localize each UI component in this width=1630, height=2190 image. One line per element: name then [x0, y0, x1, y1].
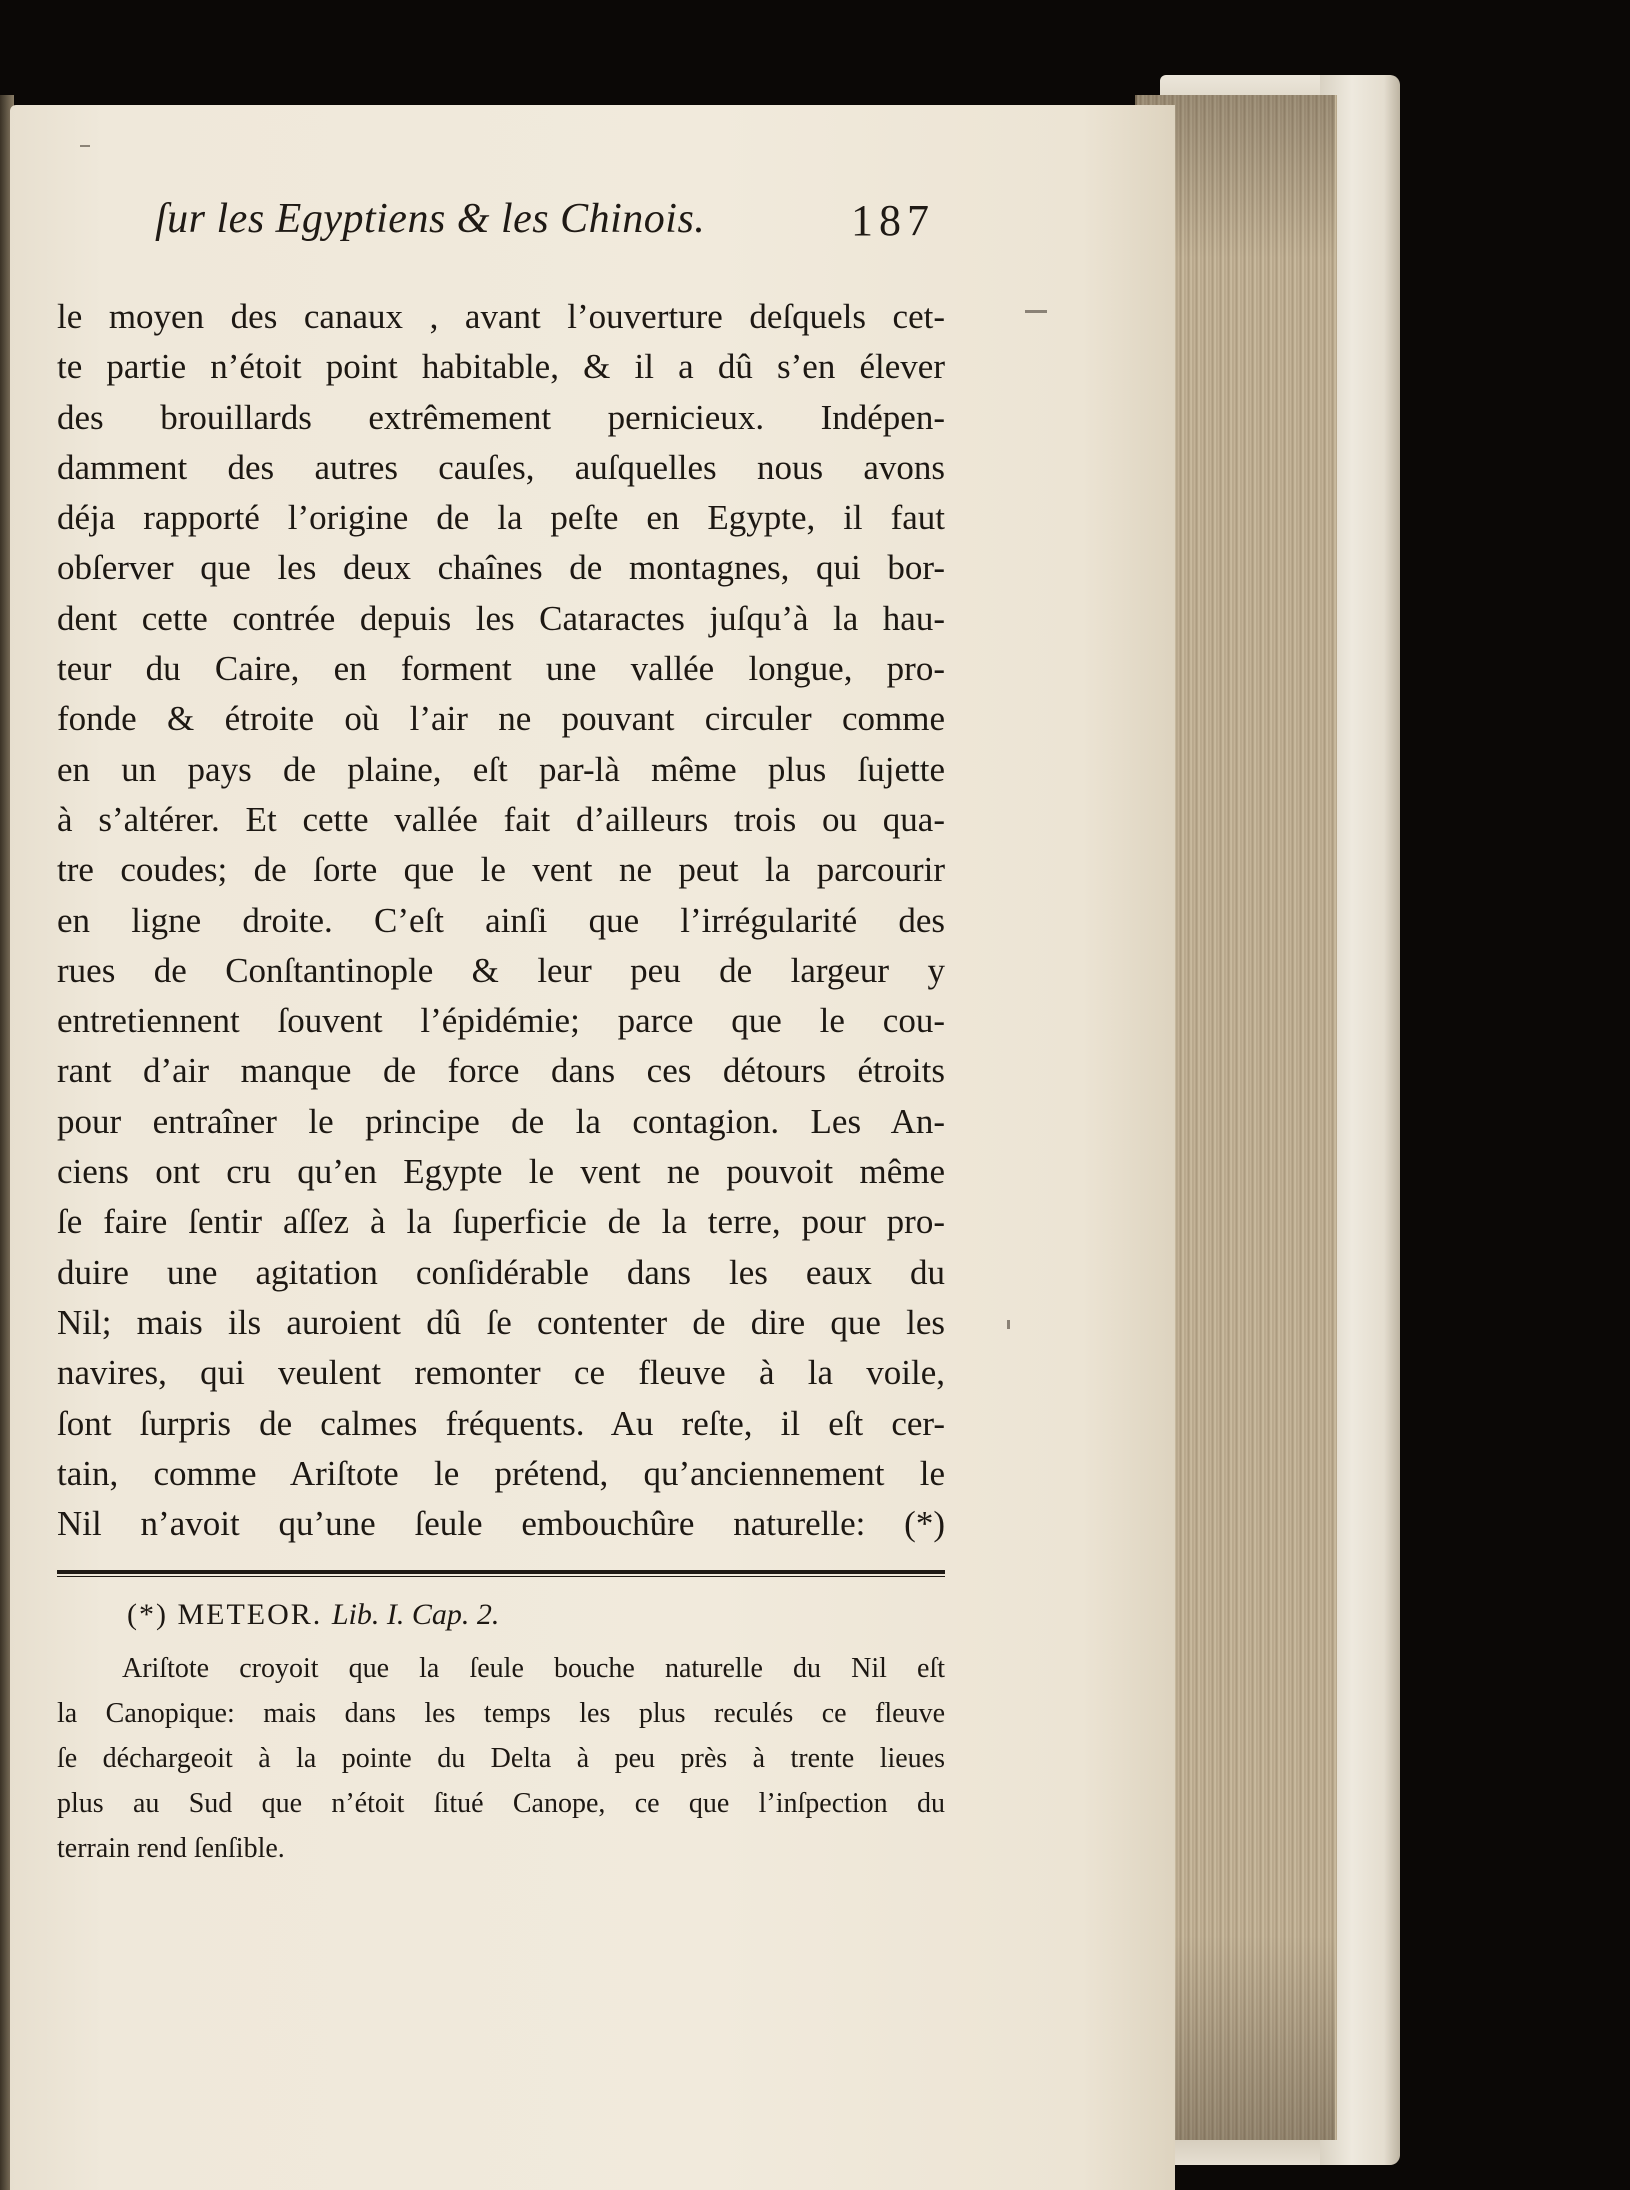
text-line: tain, comme Ariſtote le prétend, qu’anciennement le: [57, 1453, 945, 1493]
text-line: des brouillards extrêmement pernicieux. Indépen-: [57, 397, 945, 437]
text-line: en ligne droite. C’eſt ainſi que l’irrégularité des: [57, 900, 945, 940]
text-line: à s’altérer. Et cette vallée fait d’ailleurs trois ou qua-: [57, 799, 945, 839]
body-text: [57, 292, 945, 1549]
footnote-line: plus au Sud que n’étoit ſitué Canope, ce que l’inſpection du: [57, 1788, 945, 1819]
footnote-lines: [57, 1646, 945, 1871]
text-line: ſe faire ſentir aſſez à la ſuperficie de la terre, pour pro-: [57, 1202, 945, 1242]
text-line: rues de Conſtantinople & leur peu de largeur y: [57, 950, 945, 990]
running-head: [155, 195, 935, 255]
text-line: Nil n’avoit qu’une ſeule embouchûre naturelle: (*): [57, 1504, 945, 1544]
text-line: dent cette contrée depuis les Cataractes juſqu’à la hau-: [57, 598, 945, 638]
text-line: fonde & étroite où l’air ne pouvant circuler comme: [57, 699, 945, 739]
footnote-reference: [127, 1598, 499, 1632]
footnote-marker: (*) METEOR.: [127, 1598, 323, 1631]
text-line: déja rapporté l’origine de la peſte en Egypte, il faut: [57, 498, 945, 538]
text-line: tre coudes; de ſorte que le vent ne peut la parcourir: [57, 850, 945, 890]
page-number: 187: [851, 196, 935, 245]
text-line: pour entraîner le principe de la contagion. Les An-: [57, 1101, 945, 1141]
text-line: en un pays de plaine, eſt par-là même plus ſujette: [57, 749, 945, 789]
text-line: damment des autres cauſes, auſquelles nous avons: [57, 447, 945, 487]
text-line: duire une agitation conſidérable dans les eaux du: [57, 1252, 945, 1292]
text-line: Nil; mais ils auroient dû ſe contenter de dire que les: [57, 1302, 945, 1342]
footnote-line: terrain rend ſenſible.: [57, 1833, 285, 1864]
footnote-citation: Lib. I. Cap. 2.: [331, 1598, 500, 1631]
footnote-line: la Canopique: mais dans les temps les plus reculés ce fleuve: [57, 1698, 945, 1729]
footnote-rule: [57, 1570, 945, 1577]
footnote-line: ſe déchargeoit à la pointe du Delta à peu près à trente lieues: [57, 1743, 945, 1774]
text-line: le moyen des canaux , avant l’ouverture deſquels cet-: [57, 297, 945, 336]
text-line: obſerver que les deux chaînes de montagnes, qui bor-: [57, 548, 945, 588]
text-line: rant d’air manque de force dans ces détours étroits: [57, 1051, 945, 1091]
text-line: ciens ont cru qu’en Egypte le vent ne pouvoit même: [57, 1152, 945, 1192]
text-line: entretiennent ſouvent l’épidémie; parce que le cou-: [57, 1001, 945, 1041]
page-speck: [1007, 1320, 1010, 1329]
page-speck: [1025, 310, 1047, 313]
running-title: ſur les Egyptiens & les Chinois.: [155, 196, 706, 242]
footnote-line: Ariſtote croyoit que la ſeule bouche naturelle du Nil eſt: [122, 1653, 945, 1684]
text-line: te partie n’étoit point habitable, & il a dû s’en élever: [57, 347, 945, 387]
text-line: ſont ſurpris de calmes fréquents. Au reſte, il eſt cer-: [57, 1403, 945, 1443]
page-speck: [80, 145, 90, 147]
text-line: navires, qui veulent remonter ce fleuve à la voile,: [57, 1353, 945, 1393]
text-line: teur du Caire, en forment une vallée longue, pro-: [57, 649, 945, 689]
